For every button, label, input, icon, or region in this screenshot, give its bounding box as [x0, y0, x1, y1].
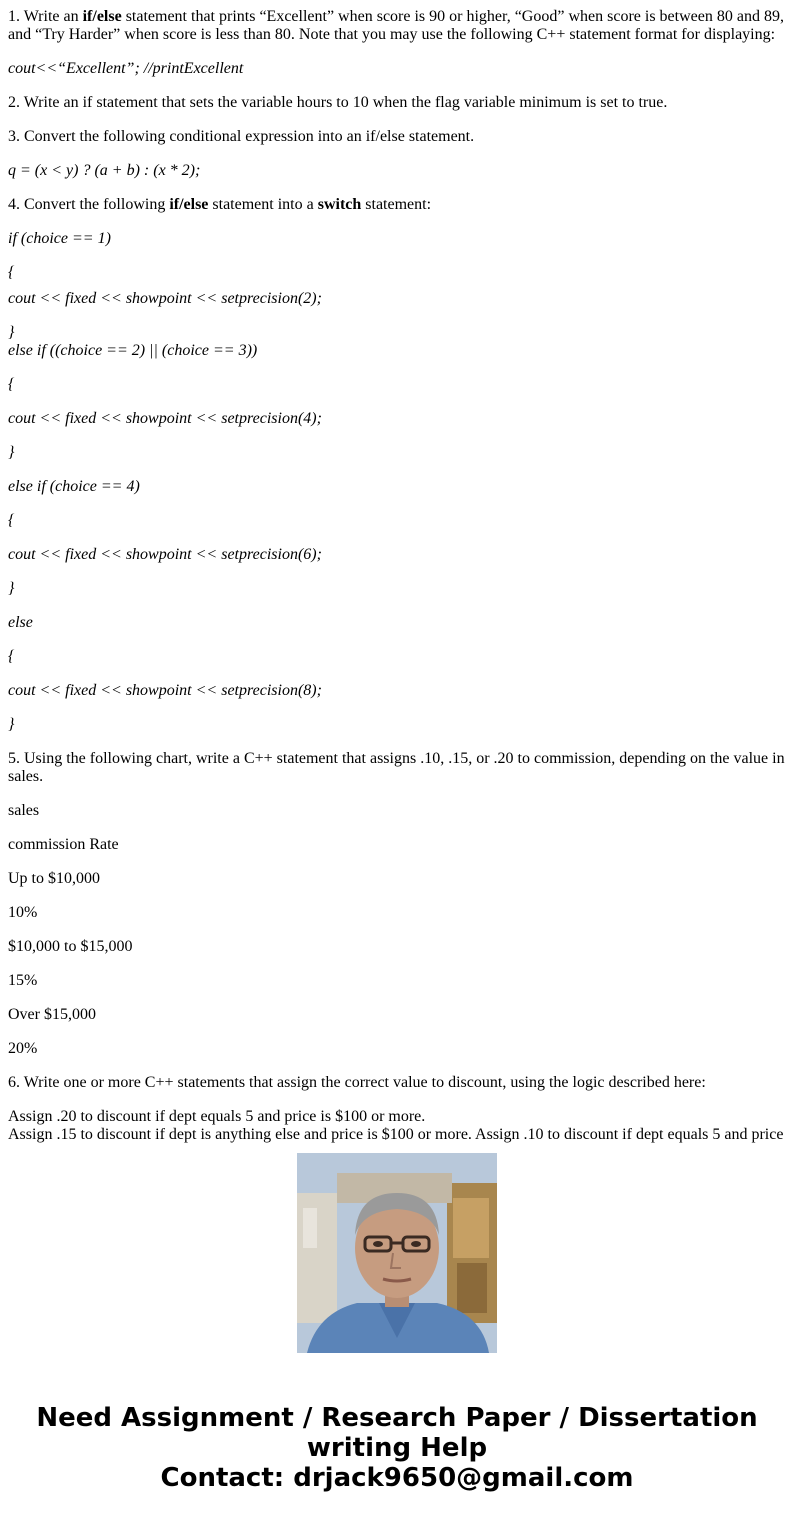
q4-code-line: } — [8, 580, 15, 597]
question-5: 5. Using the following chart, write a C++ statement that assigns .10, .15, or .20 to commission, depending on the value in sales. — [8, 750, 785, 785]
q3-code: q = (x < y) ? (a + b) : (x * 2); — [8, 162, 201, 179]
q4-code-line: { — [8, 376, 15, 393]
q4-code-line: else if (choice == 4) — [8, 478, 140, 495]
q6-line-truncated: Assign .15 to discount if dept is anything else and price is $100 or more. Assign .10 to discount if dept equals 5 and price — [8, 1126, 784, 1143]
q1-text-b: statement that prints “Excellent” when score is 90 or higher, “Good” when score is between 80 and 89, and “Try Harder” when score is less than 80. Note that you may use the following C++ statement format for displaying: — [8, 8, 784, 43]
q4-code-line: { — [8, 648, 15, 665]
q4-code-line: cout << fixed << showpoint << setprecision(4); — [8, 410, 322, 427]
q4-text-c: statement: — [361, 196, 432, 213]
question-6: 6. Write one or more C++ statements that assign the correct value to discount, using the logic described here: — [8, 1074, 706, 1091]
q4-code-line: } — [8, 444, 15, 461]
table-cell: 10% — [8, 904, 38, 921]
table-header-cell: commission Rate — [8, 836, 119, 853]
table-cell: 20% — [8, 1040, 38, 1057]
contact-email: Contact: drjack9650@gmail.com — [160, 1463, 634, 1493]
q6-line: Assign .20 to discount if dept equals 5 and price is $100 or more. — [8, 1108, 426, 1125]
q4-text-a: 4. Convert the following — [8, 196, 170, 213]
question-4 — [8, 196, 786, 214]
question-1 — [8, 8, 786, 44]
table-cell: $10,000 to $15,000 — [8, 938, 133, 955]
document-body — [8, 8, 786, 1143]
q4-code-line: else — [8, 614, 33, 631]
contact-banner — [0, 1403, 794, 1493]
question-3: 3. Convert the following conditional expression into an if/else statement. — [8, 128, 475, 145]
q4-code-line: } — [8, 716, 15, 733]
table-cell: Up to $10,000 — [8, 870, 100, 887]
q4-code-line: { — [8, 264, 15, 281]
q4-code-line: } — [8, 324, 15, 341]
q4-bold-ifelse: if/else — [169, 196, 209, 213]
q4-code-line: { — [8, 512, 15, 529]
q4-text-b: statement into a — [208, 196, 318, 213]
q1-bold-ifelse: if/else — [82, 8, 122, 25]
table-cell: 15% — [8, 972, 38, 989]
q4-code-line: if (choice == 1) — [8, 230, 111, 247]
q4-code-line: cout << fixed << showpoint << setprecision(2); — [8, 290, 322, 307]
q4-code-line: else if ((choice == 2) || (choice == 3)) — [8, 342, 258, 359]
q4-bold-switch: switch — [317, 196, 362, 213]
table-cell: Over $15,000 — [8, 1006, 96, 1023]
q1-text-a: 1. Write an — [8, 8, 83, 25]
question-2: 2. Write an if statement that sets the variable hours to 10 when the flag variable minimum is set to true. — [8, 94, 668, 111]
portrait-image — [297, 1153, 497, 1353]
banner-line-1: Need Assignment / Research Paper / Dissertation — [36, 1403, 758, 1433]
q4-code-line: cout << fixed << showpoint << setprecision(8); — [8, 682, 322, 699]
banner-line-2: writing Help — [306, 1433, 488, 1463]
q1-code: cout<<“Excellent”; //printExcellent — [8, 60, 244, 77]
table-header-cell: sales — [8, 802, 40, 819]
q4-code-line: cout << fixed << showpoint << setprecision(6); — [8, 546, 322, 563]
author-avatar — [297, 1153, 497, 1353]
